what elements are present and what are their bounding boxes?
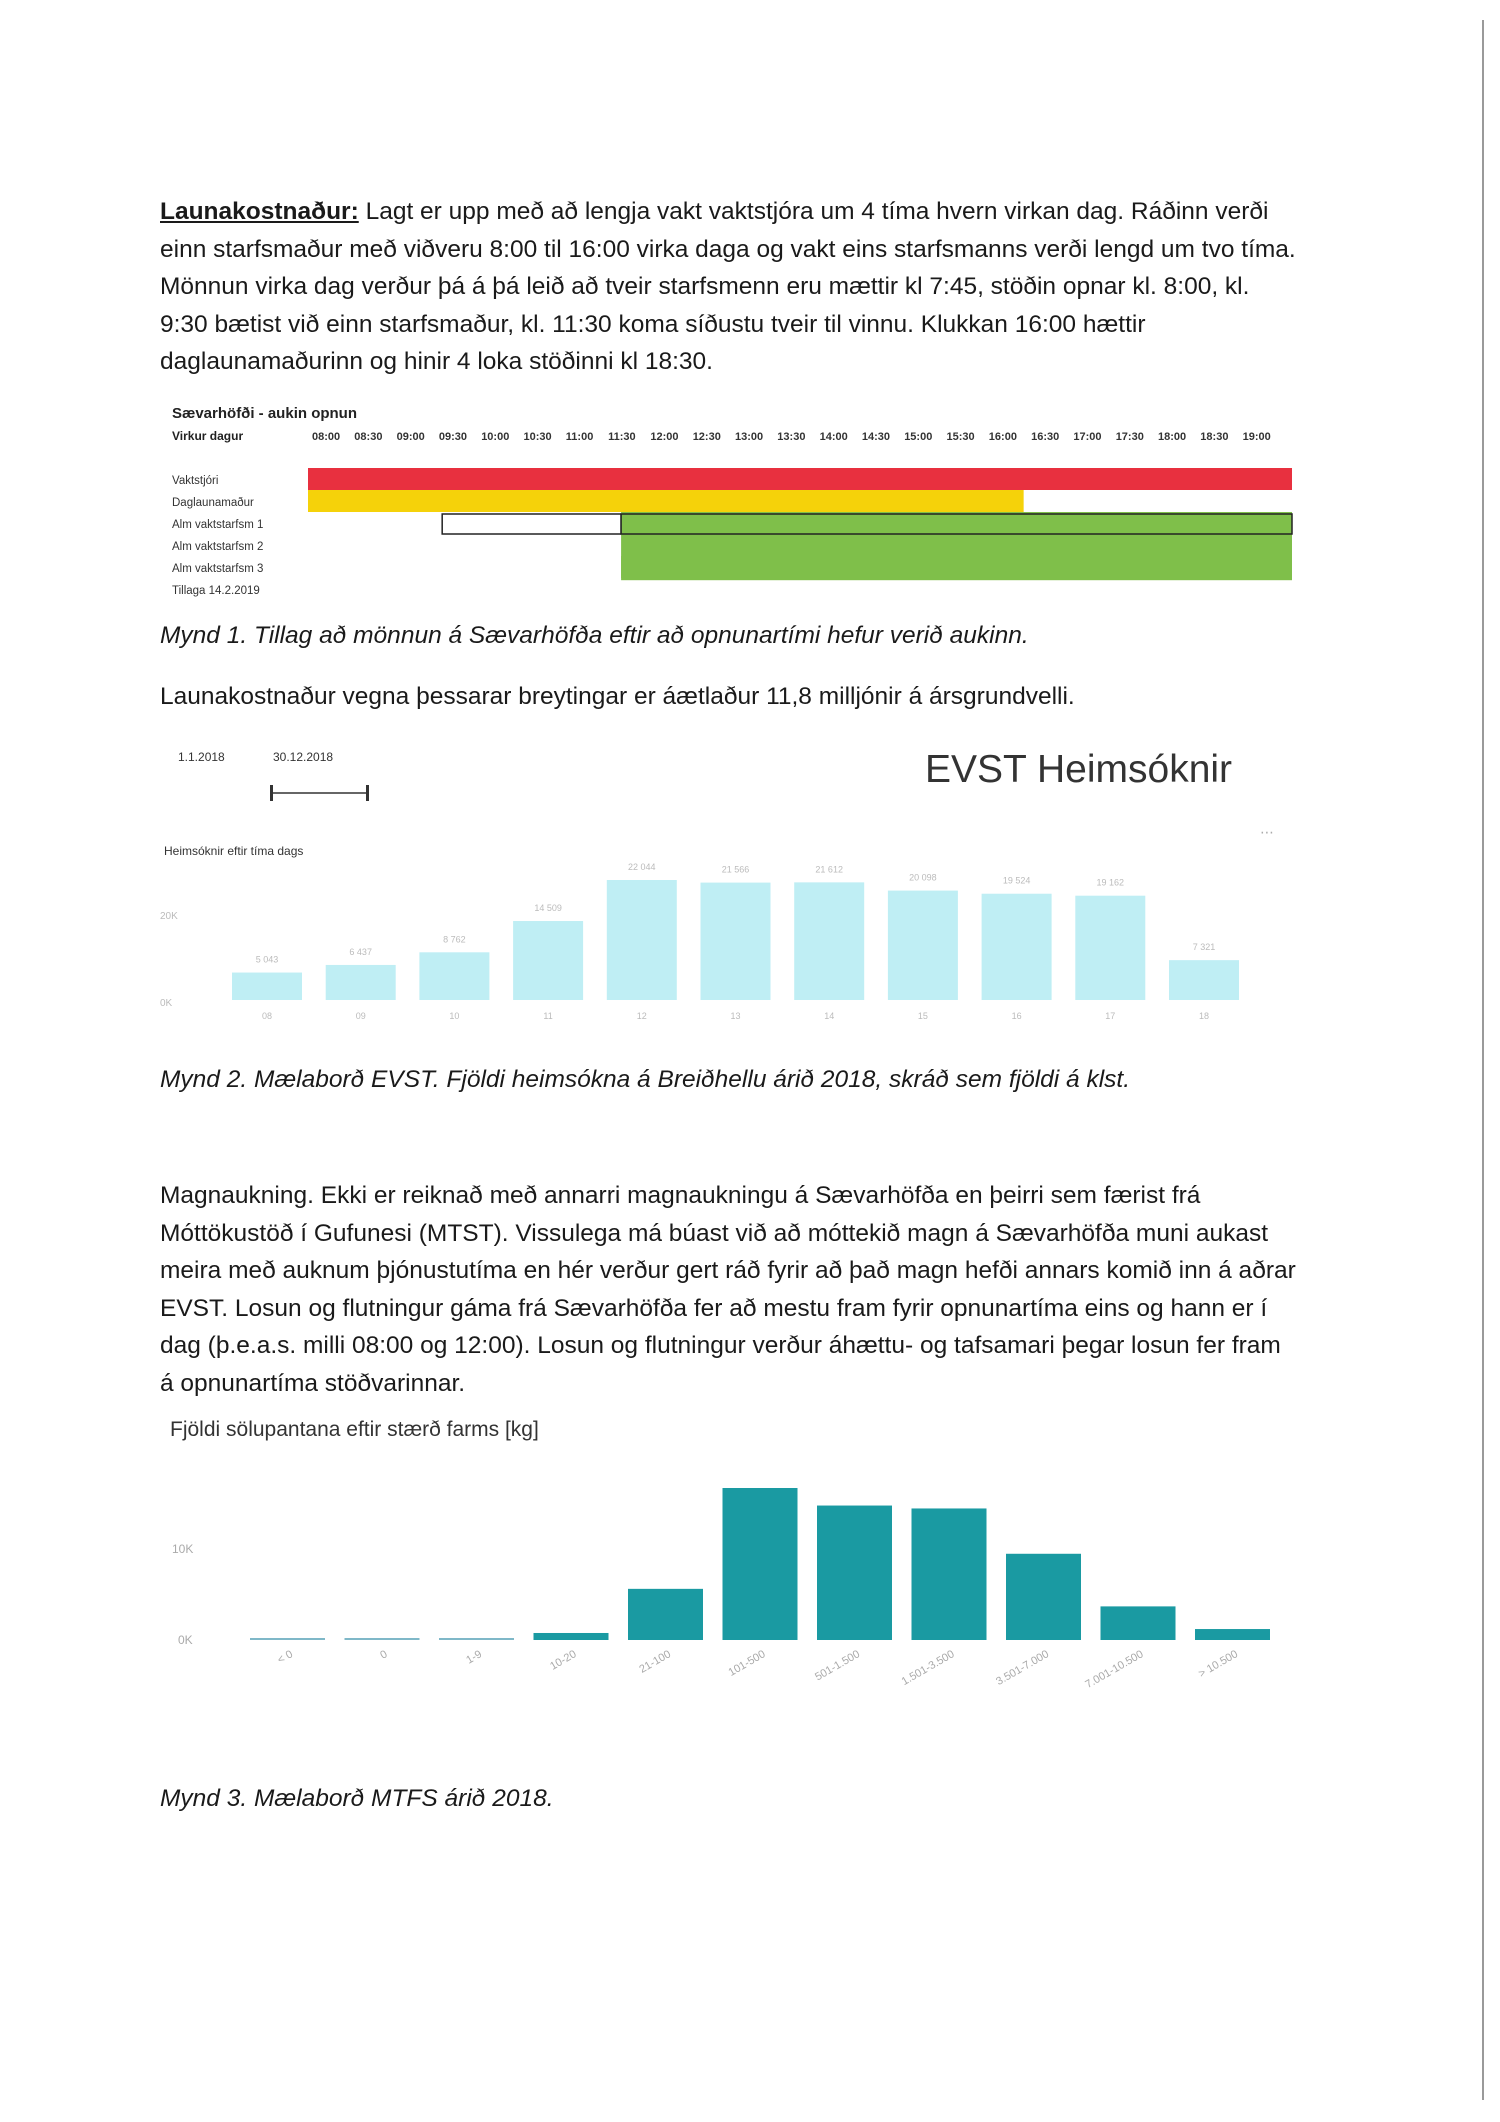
- evst-bar: [794, 882, 864, 1000]
- schedule-bar-red: [308, 468, 1292, 490]
- schedule-subtitle: Virkur dagur: [172, 429, 244, 443]
- mtfs-chart: [160, 1480, 1300, 1740]
- schedule-row-label: Daglaunamaður: [172, 497, 254, 509]
- mtfs-bar: [1006, 1554, 1081, 1640]
- evst-bar: [888, 891, 958, 1000]
- time-label: 12:00: [650, 431, 679, 443]
- cost-text: Launakostnaður vegna þessarar breytingar er áætlaður 11,8 milljónir á ársgrundvelli.: [160, 683, 1075, 710]
- time-label: 13:00: [735, 431, 764, 443]
- evst-x-label: 09: [355, 1011, 366, 1021]
- mtfs-bar: [439, 1638, 514, 1640]
- time-label: 10:00: [481, 431, 510, 443]
- evst-data-label: 14 509: [534, 903, 562, 914]
- date-slider-end-handle[interactable]: [366, 785, 369, 801]
- evst-data-label: 7 321: [1192, 942, 1216, 953]
- time-label: 13:30: [777, 431, 806, 443]
- mtfs-x-label: < 0: [275, 1648, 295, 1667]
- evst-title: EVST Heimsóknir: [925, 748, 1233, 791]
- mtfs-x-label: 501-1.500: [813, 1648, 862, 1684]
- evst-chart: [160, 745, 1300, 1045]
- mtfs-x-label: 7.001-10.500: [1083, 1648, 1146, 1692]
- evst-bars: [160, 862, 1239, 1021]
- evst-bar: [513, 921, 583, 1000]
- y-tick-label: 0K: [160, 998, 173, 1009]
- schedule-row-label: Tillaga 14.2.2019: [172, 585, 260, 597]
- mtfs-bar: [912, 1508, 987, 1640]
- caption-1: Mynd 1. Tillag að mönnun á Sævarhöfða eftir að opnunartími hefur verið aukinn.: [160, 622, 1029, 649]
- time-label: 10:30: [523, 431, 552, 443]
- evst-date-end: 30.12.2018: [273, 750, 334, 764]
- evst-x-label: 12: [636, 1011, 647, 1021]
- chart3-title: Fjöldi sölupantana eftir stærð farms [kg]: [170, 1418, 539, 1441]
- schedule-row-labels: [172, 475, 263, 597]
- time-label: 11:00: [565, 431, 594, 443]
- mtfs-x-label: 1-9: [464, 1648, 484, 1667]
- schedule-row-label: Vaktstjóri: [172, 475, 219, 487]
- schedule-chart: [160, 398, 1300, 603]
- caption-3: Mynd 3. Mælaborð MTFS árið 2018.: [160, 1785, 554, 1812]
- intro-paragraph: [160, 193, 1300, 381]
- mtfs-bar: [628, 1589, 703, 1640]
- evst-bar: [419, 952, 489, 1000]
- evst-data-label: 6 437: [349, 946, 372, 957]
- evst-bar: [607, 880, 677, 1000]
- evst-bar: [701, 883, 771, 1000]
- schedule-bar-yellow: [308, 490, 1024, 512]
- mtfs-x-label: 10-20: [548, 1648, 579, 1673]
- intro-text: Lagt er upp með að lengja vakt vaktstjóra um 4 tíma hvern virkan dag. Ráðinn verði einn starfsmaður með viðveru 8:00 til 16:00 virka daga og vakt eins starfsmanns verði lengd um tvo tíma. Mönnun virka dag verður þá á þá leið að tveir starfsmenn eru mættir kl 7:45, stöðin opnar kl. 8:00, kl. 9:30 bætist við einn starfsmaður, kl. 11:30 koma síðustu tveir til vinnu. Klukkan 16:00 hættir daglaunamaðurinn og hinir 4 loka stöðinni kl 18:30.: [160, 198, 1296, 375]
- mtfs-bar: [1195, 1629, 1270, 1640]
- time-label: 08:00: [312, 431, 341, 443]
- mtfs-bar: [345, 1638, 420, 1640]
- evst-x-label: 18: [1198, 1011, 1210, 1021]
- date-range-slider[interactable]: [270, 785, 369, 801]
- schedule-bar-green: [621, 556, 1292, 578]
- mtfs-bar: [534, 1633, 609, 1640]
- mtfs-x-label: 1.501-3.500: [899, 1648, 957, 1688]
- schedule-row-label: Alm vaktstarfsm 1: [172, 519, 264, 531]
- evst-chart-title: Heimsóknir eftir tíma dags: [164, 844, 304, 858]
- magn-paragraph: Magnaukning. Ekki er reiknað með annarri magnaukningu á Sævarhöfða en þeirri sem færist frá Móttökustöð í Gufunesi (MTST). Vissulega má búast við að móttekið magn á Sævarhöfða muni aukast meira með auknum þjónustutíma en hér verður gert ráð fyrir að það magn hefði annars komið inn á aðrar EVST. Losun og flutningur gáma frá Sævarhöfða fer að mestu fram fyrir opnunartíma eins og hann er í dag (þ.e.a.s. milli 08:00 og 12:00). Losun og flutningur verður áhættu- og tafsamari þegar losun fer fram á opnunartíma stöðvarinnar.: [160, 1182, 1296, 1397]
- date-slider-start-handle[interactable]: [270, 785, 273, 801]
- mtfs-x-label: 101-500: [726, 1648, 768, 1679]
- evst-data-label: 20 098: [909, 872, 937, 883]
- mtfs-bar: [250, 1638, 325, 1640]
- schedule-bar-green: [621, 512, 1292, 534]
- time-label: 09:00: [396, 431, 425, 443]
- mtfs-x-label: 3.501-7.000: [994, 1648, 1051, 1688]
- evst-data-label: 19 524: [1002, 875, 1031, 886]
- evst-data-label: 5 043: [255, 954, 279, 965]
- mtfs-x-label: 21-100: [637, 1648, 673, 1676]
- evst-bar: [1075, 896, 1145, 1000]
- mtfs-bars: [172, 1488, 1270, 1691]
- evst-x-label: 08: [261, 1011, 273, 1021]
- evst-x-label: 14: [824, 1011, 835, 1021]
- time-label: 16:30: [1031, 431, 1060, 443]
- time-label: 12:30: [692, 431, 721, 443]
- mtfs-x-label: 0: [378, 1648, 390, 1662]
- schedule-bars: [308, 468, 1292, 580]
- evst-data-label: 21 612: [815, 864, 843, 875]
- evst-bar: [982, 894, 1052, 1000]
- time-label: 16:00: [988, 431, 1017, 443]
- evst-bar: [232, 973, 302, 1000]
- time-label: 11:30: [608, 431, 636, 443]
- time-label: 14:00: [819, 431, 848, 443]
- time-label: 14:30: [861, 431, 891, 443]
- intro-heading: Launakostnaður:: [160, 198, 359, 225]
- time-label: 17:30: [1115, 431, 1144, 443]
- evst-x-label: 15: [917, 1011, 928, 1021]
- evst-more-icon[interactable]: ⋯: [1260, 824, 1274, 840]
- schedule-row-label: Alm vaktstarfsm 3: [172, 563, 264, 575]
- schedule-time-axis: [312, 431, 1271, 443]
- evst-x-label: 13: [730, 1011, 741, 1021]
- evst-date-start: 1.1.2018: [178, 750, 225, 764]
- time-label: 19:00: [1242, 431, 1271, 443]
- mtfs-bar: [723, 1488, 798, 1640]
- schedule-bar-outline: [442, 514, 621, 534]
- schedule-row-label: Alm vaktstarfsm 2: [172, 541, 264, 553]
- evst-bar: [326, 965, 396, 1000]
- y-tick-label: 0K: [178, 1633, 193, 1647]
- caption-2: Mynd 2. Mælaborð EVST. Fjöldi heimsókna á Breiðhellu árið 2018, skráð sem fjöldi á klst.: [160, 1066, 1131, 1093]
- mtfs-x-label: > 10.500: [1196, 1648, 1240, 1681]
- page-edge-line: [1482, 20, 1484, 2100]
- time-label: 18:00: [1158, 431, 1187, 443]
- time-label: 08:30: [354, 431, 383, 443]
- evst-x-label: 10: [449, 1011, 460, 1021]
- time-label: 17:00: [1073, 431, 1102, 443]
- evst-data-label: 8 762: [443, 934, 466, 945]
- mtfs-bar: [817, 1506, 892, 1640]
- evst-x-label: 16: [1011, 1011, 1022, 1021]
- evst-data-label: 19 162: [1096, 877, 1125, 888]
- time-label: 18:30: [1200, 431, 1229, 443]
- time-label: 15:30: [946, 431, 975, 443]
- time-label: 15:00: [904, 431, 933, 443]
- y-tick-label: 10K: [172, 1542, 194, 1556]
- evst-x-label: 11: [543, 1011, 553, 1021]
- evst-data-label: 21 566: [721, 864, 750, 875]
- evst-data-label: 22 044: [628, 862, 656, 872]
- time-label: 09:30: [438, 431, 468, 443]
- schedule-title: Sævarhöfði - aukin opnun: [172, 405, 358, 422]
- evst-bar: [1169, 960, 1239, 1000]
- y-tick-label: 20K: [160, 911, 178, 922]
- mtfs-bar: [1101, 1606, 1176, 1640]
- evst-x-label: 17: [1105, 1011, 1116, 1021]
